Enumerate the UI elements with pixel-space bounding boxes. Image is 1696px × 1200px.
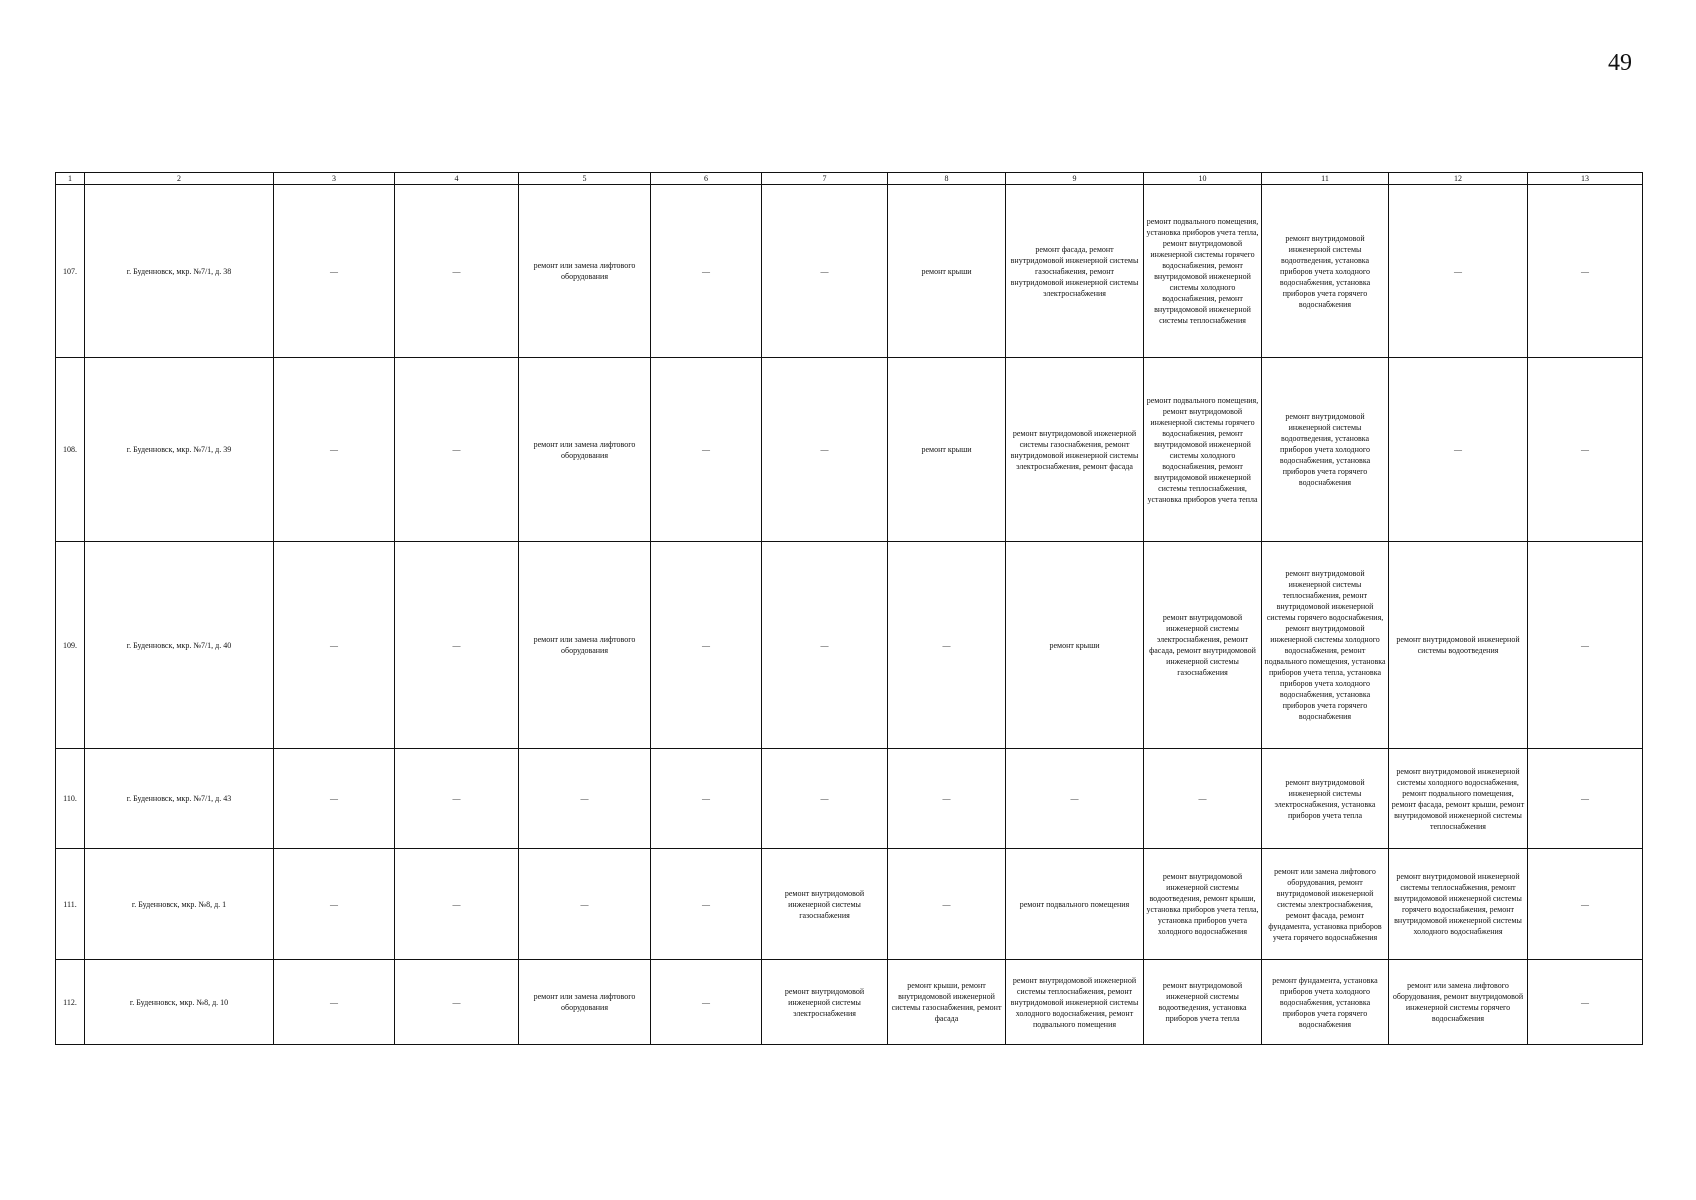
table-cell: ремонт внутридомовой инженерной системы водоотведения, установка приборов учета тепла	[1144, 960, 1262, 1045]
table-cell: —	[1389, 185, 1528, 358]
table-row	[56, 960, 1643, 1045]
row-number: 111.	[56, 849, 85, 960]
table-cell: —	[651, 358, 762, 542]
table-cell: —	[395, 185, 519, 358]
table-cell: —	[519, 749, 651, 849]
table-cell: —	[395, 542, 519, 749]
table-cell: ремонт фундамента, установка приборов учета холодного водоснабжения, установка приборов учета горячего водоснабжения	[1262, 960, 1389, 1045]
table-cell: ремонт крыши	[1006, 542, 1144, 749]
table-cell: —	[651, 185, 762, 358]
table-cell: ремонт или замена лифтового оборудования	[519, 542, 651, 749]
table-cell: —	[888, 542, 1006, 749]
table-cell: ремонт внутридомовой инженерной системы теплоснабжения, ремонт внутридомовой инженерной системы горячего водоснабжения, ремонт внутридомовой инженерной системы холодного водоснабжения, ремонт подвального помещения, установка приборов учета тепла, установка приборов учета холодного водоснабжения, установка приборов учета горячего водоснабжения	[1262, 542, 1389, 749]
address-cell: г. Буденновск, мкр. №7/1, д. 39	[85, 358, 274, 542]
table-cell: ремонт подвального помещения, установка приборов учета тепла, ремонт внутридомовой инженерной системы горячего водоснабжения, ремонт внутридомовой инженерной системы холодного водоснабжения, ремонт внутридомовой инженерной системы теплоснабжения	[1144, 185, 1262, 358]
column-header: 1	[56, 173, 85, 185]
row-number: 108.	[56, 358, 85, 542]
table-cell: —	[651, 749, 762, 849]
table-cell: —	[395, 358, 519, 542]
table-row	[56, 749, 1643, 849]
table-cell: —	[888, 749, 1006, 849]
column-header: 2	[85, 173, 274, 185]
table-cell: —	[651, 960, 762, 1045]
table-cell: ремонт внутридомовой инженерной системы водоотведения, установка приборов учета холодного водоснабжения, установка приборов учета горячего водоснабжения	[1262, 185, 1389, 358]
table-cell: —	[274, 358, 395, 542]
table-cell: ремонт подвального помещения	[1006, 849, 1144, 960]
column-number-row	[56, 173, 1643, 185]
table-row	[56, 542, 1643, 749]
table-cell: ремонт внутридомовой инженерной системы водоотведения, установка приборов учета холодного водоснабжения, установка приборов учета горячего водоснабжения	[1262, 358, 1389, 542]
table-cell: —	[1528, 749, 1643, 849]
table-cell: —	[762, 358, 888, 542]
table-row	[56, 849, 1643, 960]
table-cell: ремонт внутридомовой инженерной системы газоснабжения	[762, 849, 888, 960]
table-cell: ремонт крыши, ремонт внутридомовой инженерной системы газоснабжения, ремонт фасада	[888, 960, 1006, 1045]
table-cell: —	[1528, 849, 1643, 960]
address-cell: г. Буденновск, мкр. №8, д. 1	[85, 849, 274, 960]
table-cell: —	[274, 960, 395, 1045]
table-cell: —	[1528, 185, 1643, 358]
table-cell: —	[395, 749, 519, 849]
table-cell: —	[888, 849, 1006, 960]
table-cell: ремонт или замена лифтового оборудования, ремонт внутридомовой инженерной системы горячего водоснабжения	[1389, 960, 1528, 1045]
table-cell: —	[762, 185, 888, 358]
table-cell: —	[274, 849, 395, 960]
table-cell: —	[274, 185, 395, 358]
table-cell: ремонт или замена лифтового оборудования	[519, 185, 651, 358]
column-header: 12	[1389, 173, 1528, 185]
table-cell: —	[1389, 358, 1528, 542]
table-cell: —	[762, 542, 888, 749]
table-cell: —	[1144, 749, 1262, 849]
table-cell: ремонт внутридомовой инженерной системы электроснабжения, установка приборов учета тепла	[1262, 749, 1389, 849]
table-cell: —	[651, 542, 762, 749]
table-cell: ремонт или замена лифтового оборудования, ремонт внутридомовой инженерной системы электроснабжения, ремонт фасада, ремонт фундамента, установка приборов учета горячего водоснабжения	[1262, 849, 1389, 960]
table-row	[56, 358, 1643, 542]
table-cell: —	[1528, 358, 1643, 542]
table-cell: ремонт внутридомовой инженерной системы электроснабжения, ремонт фасада, ремонт внутридомовой инженерной системы газоснабжения	[1144, 542, 1262, 749]
row-number: 107.	[56, 185, 85, 358]
row-number: 112.	[56, 960, 85, 1045]
table-cell: ремонт или замена лифтового оборудования	[519, 358, 651, 542]
table-cell: ремонт фасада, ремонт внутридомовой инженерной системы газоснабжения, ремонт внутридомовой инженерной системы электроснабжения	[1006, 185, 1144, 358]
address-cell: г. Буденновск, мкр. №8, д. 10	[85, 960, 274, 1045]
column-header: 11	[1262, 173, 1389, 185]
column-header: 8	[888, 173, 1006, 185]
table-cell: ремонт внутридомовой инженерной системы электроснабжения	[762, 960, 888, 1045]
table-cell: ремонт внутридомовой инженерной системы водоотведения, ремонт крыши, установка приборов учета тепла, установка приборов учета холодного водоснабжения	[1144, 849, 1262, 960]
table-cell: —	[519, 849, 651, 960]
table-cell: —	[1528, 960, 1643, 1045]
table-cell: ремонт или замена лифтового оборудования	[519, 960, 651, 1045]
row-number: 109.	[56, 542, 85, 749]
repair-schedule-table	[55, 172, 1643, 1045]
column-header: 13	[1528, 173, 1643, 185]
column-header: 6	[651, 173, 762, 185]
page-number: 49	[1608, 50, 1632, 76]
column-header: 5	[519, 173, 651, 185]
table-cell: —	[1528, 542, 1643, 749]
address-cell: г. Буденновск, мкр. №7/1, д. 43	[85, 749, 274, 849]
table-cell: —	[1006, 749, 1144, 849]
table-cell: —	[762, 749, 888, 849]
column-header: 3	[274, 173, 395, 185]
table-cell: ремонт крыши	[888, 358, 1006, 542]
table-cell: ремонт подвального помещения, ремонт внутридомовой инженерной системы горячего водоснабжения, ремонт внутридомовой инженерной системы холодного водоснабжения, ремонт внутридомовой инженерной системы теплоснабжения, установка приборов учета тепла	[1144, 358, 1262, 542]
row-number: 110.	[56, 749, 85, 849]
table-cell: —	[274, 749, 395, 849]
column-header: 4	[395, 173, 519, 185]
table-cell: ремонт крыши	[888, 185, 1006, 358]
column-header: 7	[762, 173, 888, 185]
table-cell: —	[651, 849, 762, 960]
table-cell: ремонт внутридомовой инженерной системы теплоснабжения, ремонт внутридомовой инженерной системы холодного водоснабжения, ремонт подвального помещения	[1006, 960, 1144, 1045]
table-cell: —	[395, 960, 519, 1045]
column-header: 9	[1006, 173, 1144, 185]
address-cell: г. Буденновск, мкр. №7/1, д. 40	[85, 542, 274, 749]
table-cell: —	[395, 849, 519, 960]
table-cell: ремонт внутридомовой инженерной системы водоотведения	[1389, 542, 1528, 749]
table-cell: —	[274, 542, 395, 749]
table-cell: ремонт внутридомовой инженерной системы теплоснабжения, ремонт внутридомовой инженерной системы горячего водоснабжения, ремонт внутридомовой инженерной системы холодного водоснабжения	[1389, 849, 1528, 960]
table-cell: ремонт внутридомовой инженерной системы холодного водоснабжения, ремонт подвального помещения, ремонт фасада, ремонт крыши, ремонт внутридомовой инженерной системы теплоснабжения	[1389, 749, 1528, 849]
table-row	[56, 185, 1643, 358]
column-header: 10	[1144, 173, 1262, 185]
table-cell: ремонт внутридомовой инженерной системы газоснабжения, ремонт внутридомовой инженерной системы электроснабжения, ремонт фасада	[1006, 358, 1144, 542]
address-cell: г. Буденновск, мкр. №7/1, д. 38	[85, 185, 274, 358]
